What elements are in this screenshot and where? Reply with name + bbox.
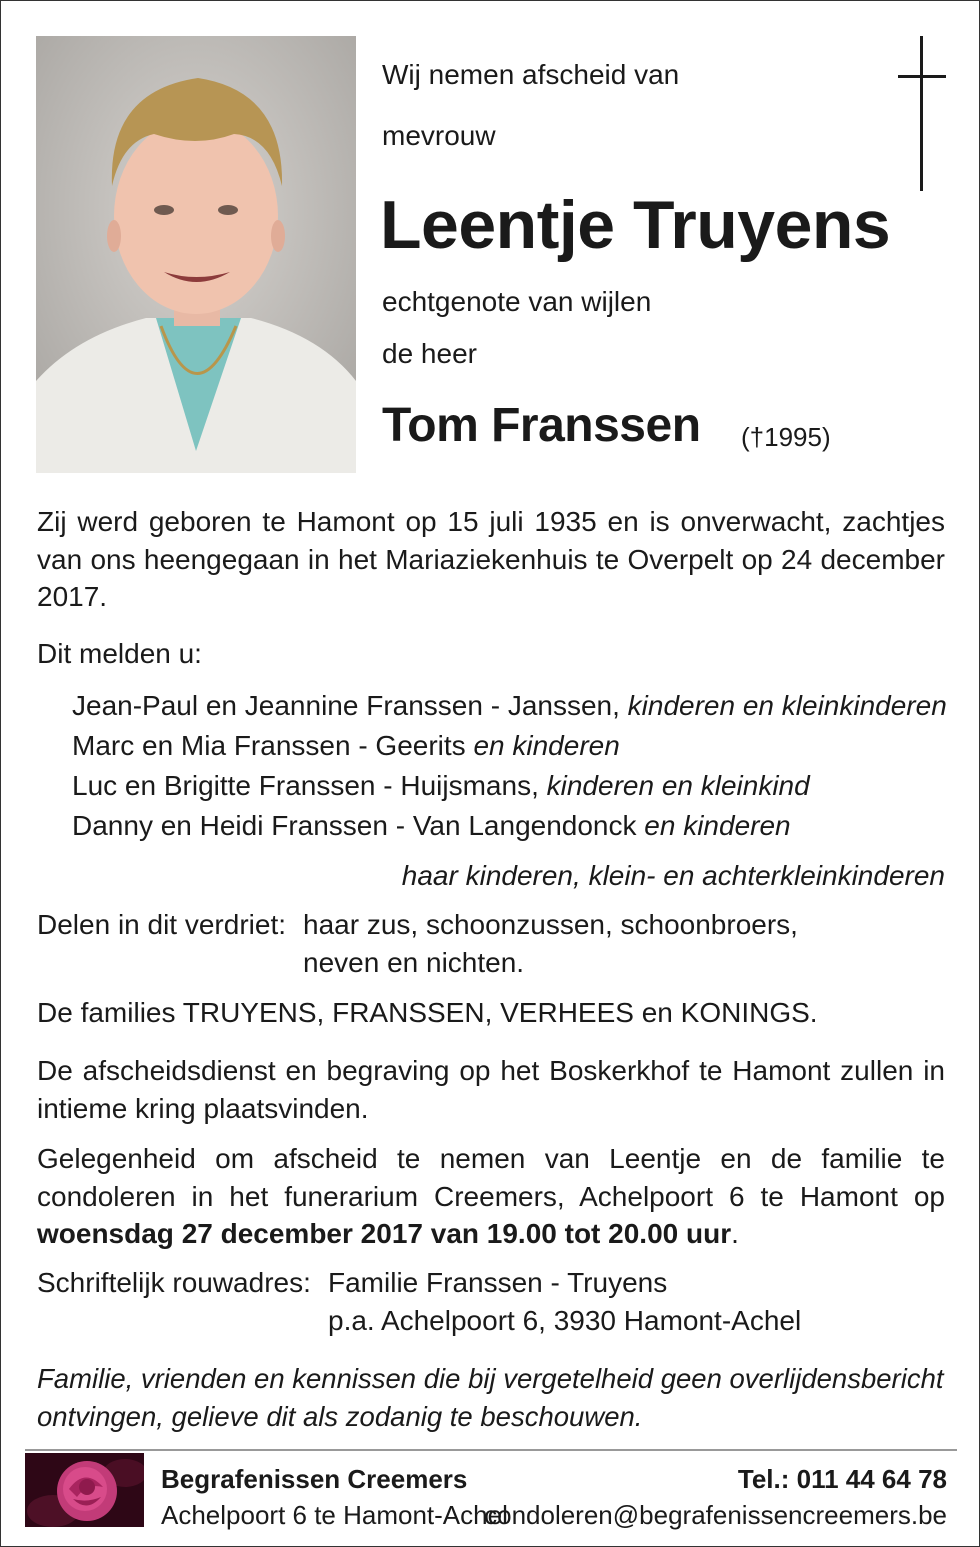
intro-line-1: Wij nemen afscheid van [382,59,680,90]
family-line: Marc en Mia Franssen - Geerits en kinderen [72,730,620,761]
footer-company-address: Achelpoort 6 te Hamont-Achel [161,1500,508,1530]
spouse-death-year: (†1995) [741,422,831,452]
deceased-name: Leentje Truyens [380,187,891,263]
grief-label: Delen in dit verdriet: [37,909,287,940]
address-line-1: Familie Franssen - Truyens [328,1267,668,1298]
footer-email[interactable]: condoleren@begrafenissencreemers.be [484,1500,947,1530]
spouse-line-1: echtgenote van wijlen [382,286,652,317]
address-label: Schriftelijk rouwadres: [37,1267,311,1298]
families-line: De families TRUYENS, FRANSSEN, VERHEES en KONINGS. [37,997,818,1028]
rose-image [25,1453,144,1527]
visit-paragraph: Gelegenheid om afscheid te nemen van Leentje en de familie te condoleren in het funerarium Creemers, Achelpoort 6 te Hamont op woensdag 27 december 2017 van 19.00 tot 20.00 uur. [37,1143,945,1249]
footer-phone: Tel.: 011 44 64 78 [737,1464,947,1494]
portrait-photo [36,36,356,473]
announce-label: Dit melden u: [37,638,202,669]
address-line-2: p.a. Achelpoort 6, 3930 Hamont-Achel [328,1305,802,1336]
family-line: Luc en Brigitte Franssen - Huijsmans, kinderen en kleinkind [72,770,810,801]
spouse-line-2: de heer [382,338,477,369]
family-line: Jean-Paul en Jeannine Franssen - Janssen, kinderen en kleinkinderen [72,690,947,721]
grief-line-1: haar zus, schoonzussen, schoonbroers, [303,909,798,940]
family-summary: haar kinderen, klein- en achterkleinkinderen [401,860,945,891]
grief-line-2: neven en nichten. [303,947,525,978]
service-paragraph: De afscheidsdienst en begraving op het Boskerkhof te Hamont zullen in intieme kring plaatsvinden. [37,1055,945,1124]
footer-company: Begrafenissen Creemers [161,1464,468,1494]
birth-paragraph: Zij werd geboren te Hamont op 15 juli 1935 en is onverwacht, zachtjes van ons heengegaan in het Mariaziekenhuis te Overpelt op 24 december 2017. [37,506,945,612]
latin-cross-icon [898,36,946,191]
spouse-name: Tom Franssen [382,399,701,452]
notice-paragraph: Familie, vrienden en kennissen die bij vergetelheid geen overlijdensbericht ontvingen, gelieve dit als zodanig te beschouwen. [37,1363,944,1432]
family-line: Danny en Heidi Franssen - Van Langendonck en kinderen [72,810,791,841]
intro-line-2: mevrouw [382,120,496,151]
footer-divider [25,1449,957,1451]
